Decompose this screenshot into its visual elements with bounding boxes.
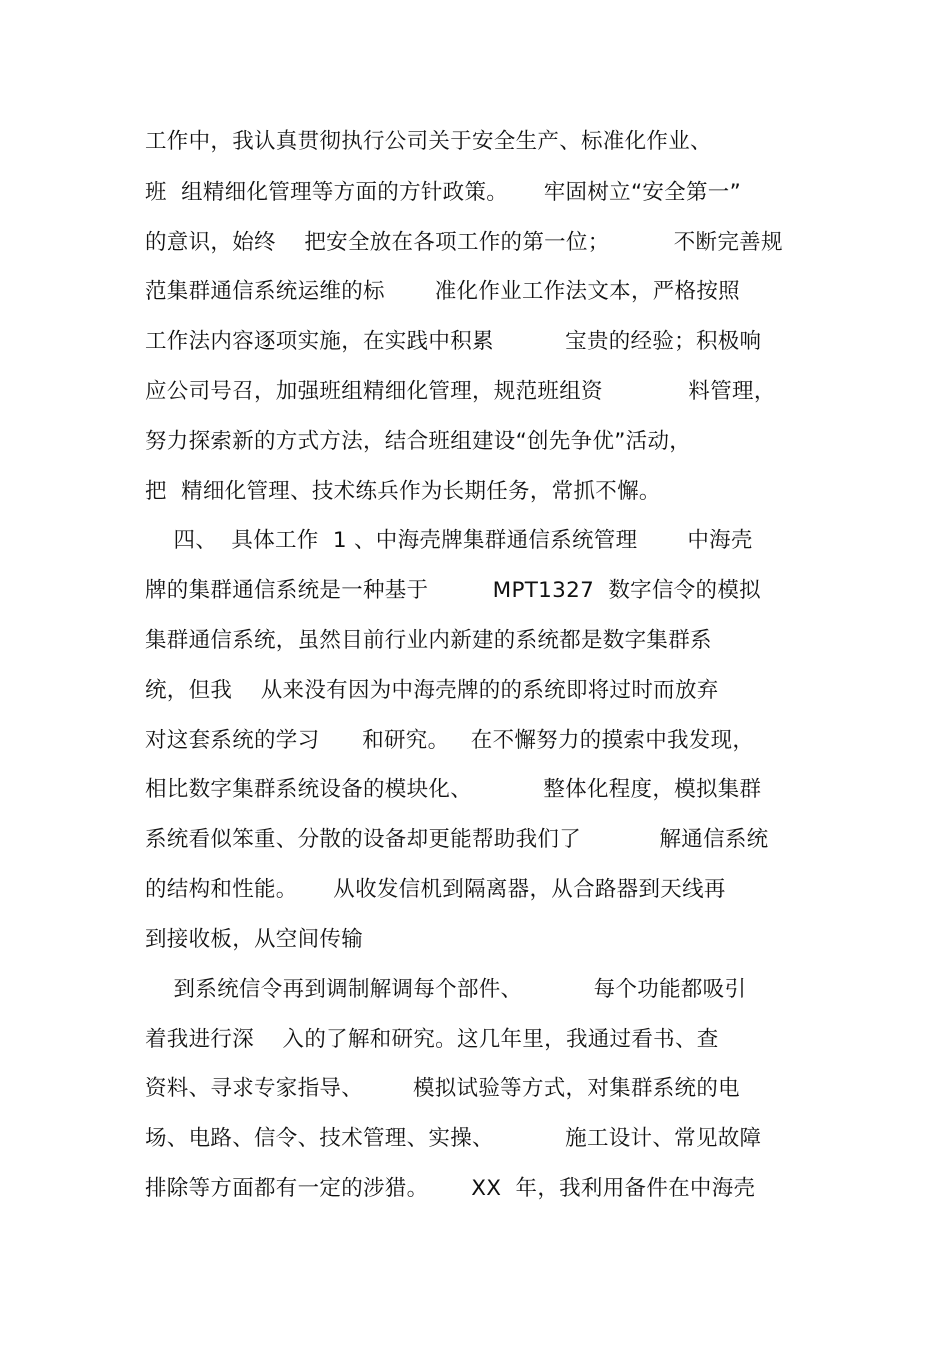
text-line: 的结构和性能。 从收发信机到隔离器，从合路器到天线再 — [145, 877, 726, 902]
text-line: 对这套系统的学习 和研究。 在不懈努力的摸索中我发现， — [145, 728, 755, 753]
text-line: 场、电路、信令、技术管理、实操、 施工设计、常见故障 — [145, 1126, 762, 1151]
text-line: 集群通信系统，虽然目前行业内新建的系统都是数字集群系 — [145, 628, 712, 653]
text-line: 到接收板，从空间传输 — [145, 927, 364, 952]
text-line: 努力探索新的方式方法，结合班组建设“创先争优”活动， — [145, 429, 692, 454]
text-line: 相比数字集群系统设备的模块化、 整体化程度，模拟集群 — [145, 777, 762, 802]
text-line: 着我进行深 入的了解和研究。这几年里，我通过看书、查 — [145, 1027, 719, 1052]
text-line: 排除等方面都有一定的涉猎。 XX 年，我利用备件在中海壳 — [145, 1176, 756, 1201]
text-line: 工作中，我认真贯彻执行公司关于安全生产、标准化作业、 — [145, 129, 712, 154]
text-line: 把 精细化管理、技术练兵作为长期任务，常抓不懈。 — [145, 479, 661, 504]
text-line: 的意识，始终 把安全放在各项工作的第一位； 不断完善规 — [145, 230, 783, 255]
text-line: 范集群通信系统运维的标 准化作业工作法文本，严格按照 — [145, 279, 740, 304]
text-line: 班 组精细化管理等方面的方针政策。 牢固树立“安全第一” — [145, 180, 742, 205]
text-line: 系统看似笨重、分散的设备却更能帮助我们了 解通信系统 — [145, 827, 769, 852]
section-heading-line: 四、 具体工作 1 、中海壳牌集群通信系统管理 中海壳 — [145, 528, 753, 553]
text-line: 到系统信令再到调制解调每个部件、 每个功能都吸引 — [145, 977, 747, 1002]
text-line: 牌的集群通信系统是一种基于 MPT1327 数字信令的模拟 — [145, 578, 761, 603]
text-line: 工作法内容逐项实施，在实践中积累 宝贵的经验；积极响 — [145, 329, 762, 354]
text-line: 应公司号召，加强班组精细化管理，规范班组资 料管理， — [145, 379, 776, 404]
text-line: 统，但我 从来没有因为中海壳牌的的系统即将过时而放弃 — [145, 678, 719, 703]
text-line: 资料、寻求专家指导、 模拟试验等方式，对集群系统的电 — [145, 1076, 740, 1101]
